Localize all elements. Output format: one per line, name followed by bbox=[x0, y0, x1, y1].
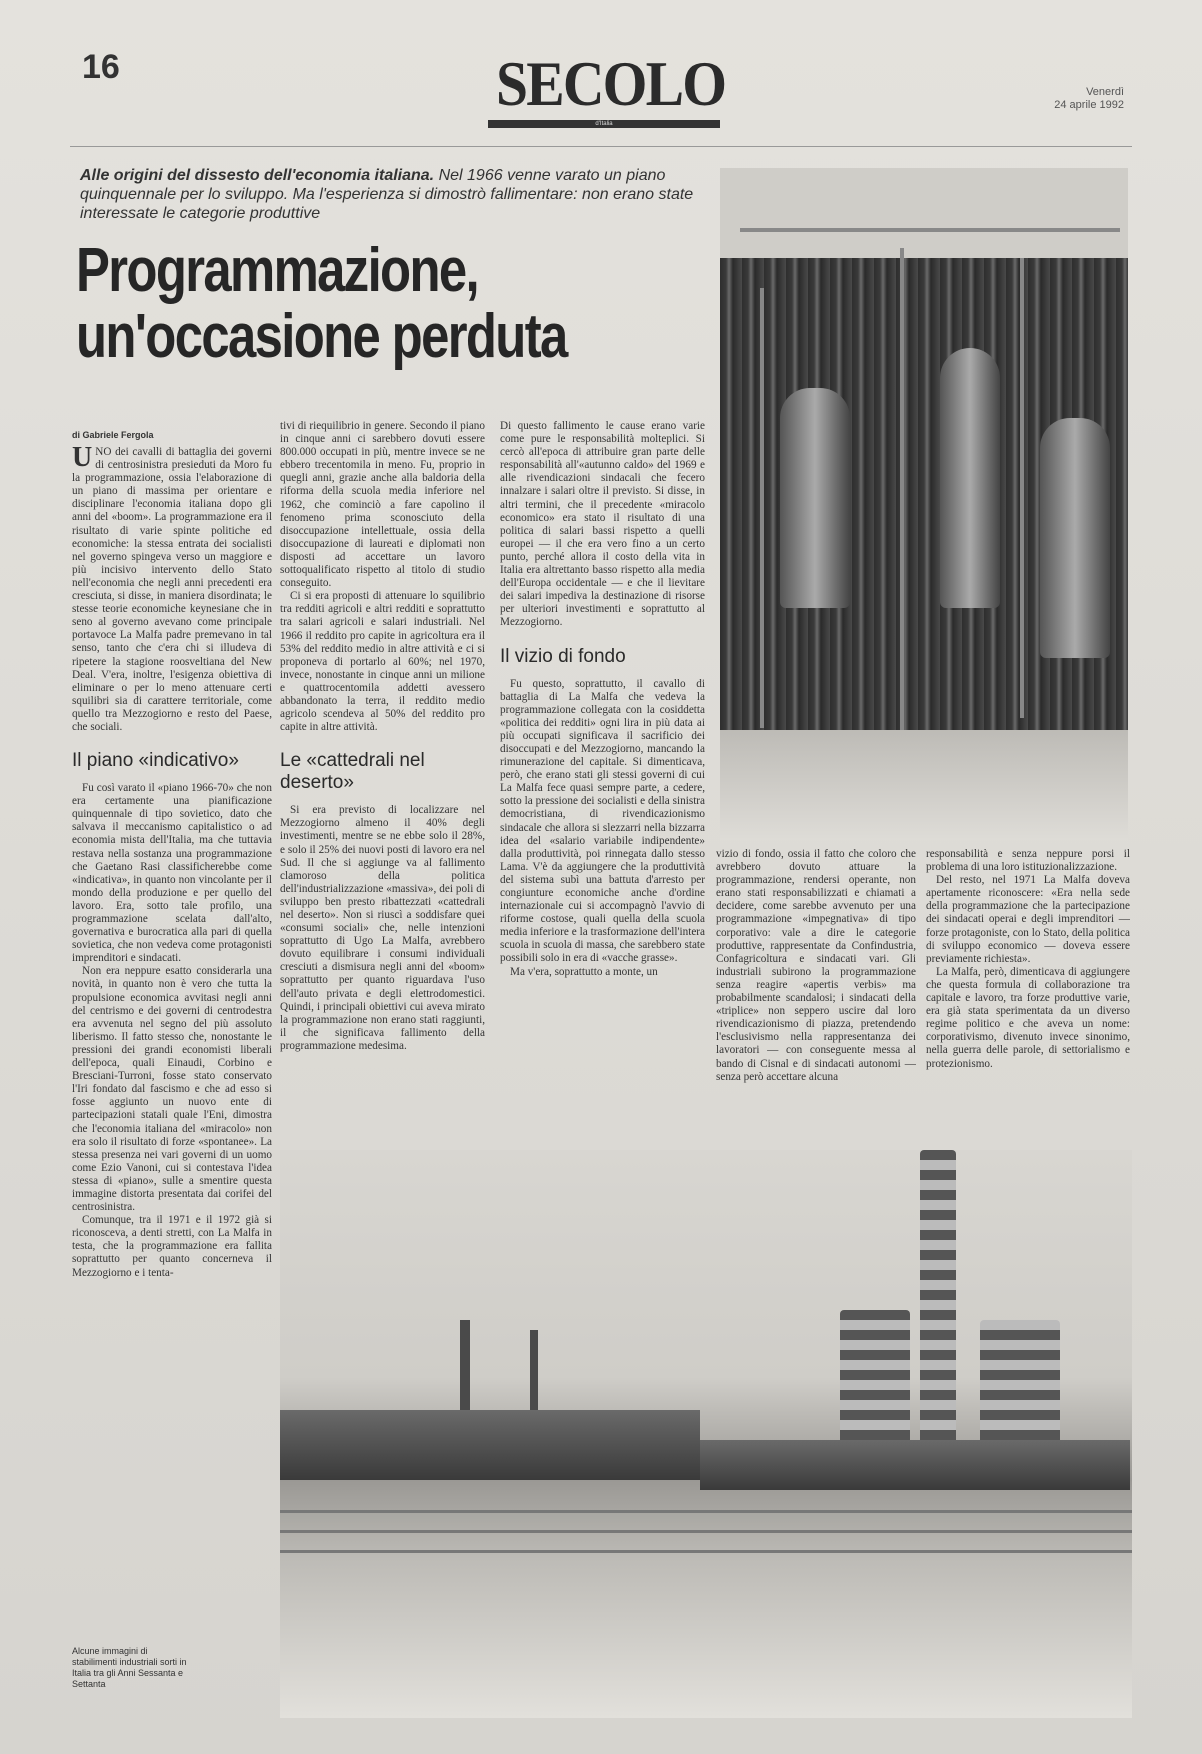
paragraph: Ci si era proposti di attenuare lo squilibrio tra redditi agricoli e altri redditi e soprattutto tra salari agricoli e salari industriali. Nel 1966 il reddito pro capite in agricoltura era il 53% del reddito medio in altre attività e ci si proponeva di portarlo al 60%; nel 1970, invece, nonostante in cinque anni un milione e quattrocentomila addetti avessero abbandonato la terra, il reddito medio agricolo scendeva al 50% del reddito pro capite in altre attività. bbox=[280, 590, 485, 734]
photo-caption: Alcune immagini di stabilimenti industriali sorti in Italia tra gli Anni Sessanta e Settanta bbox=[72, 1646, 187, 1689]
paragraph: NO dei cavalli di battaglia dei governi di centrosinistra presieduti da Moro fu la programmazione, ossia l'elaborazione di un piano di massima per orientare e disciplinare l'economia italiana dopo gli anni del «boom». La programmazione era il risultato di varie spinte politiche ed economiche: la stessa entrata dei socialisti nel governo spingeva verso un maggiore e più incisivo intervento dello Stato nell'economia che negli anni precedenti era cresciuta, si disse, in maniera disordinata; le stesse teorie economiche keynesiane che in seno al governo avevano come principale portavoce La Malfa padre premevano in tal senso, tanto che c'era chi si illudeva di ripetere la stagione roosveltiana del New Deal. V'era, inoltre, l'esigenza obiettiva di eliminare o per lo meno attenuare certi squilibri sia di carattere territoriale, come quello tra Mezzogiorno e resto del Paese, che sociali. bbox=[72, 446, 272, 733]
subhead-piano-indicativo: Il piano «indicativo» bbox=[72, 750, 239, 772]
kicker-bold: Alle origini del dissesto dell'economia italiana. bbox=[80, 167, 435, 184]
dropcap: U bbox=[72, 446, 93, 473]
tank bbox=[780, 388, 850, 608]
paragraph: Comunque, tra il 1971 e il 1972 già si riconosceva, a denti stretti, con La Malfa in testa, che la programmazione era fallita soprattutto per quanto concerneva il Mezzogiorno e i tenta- bbox=[72, 1214, 272, 1279]
photo-ceiling bbox=[720, 168, 1128, 258]
plant-building bbox=[280, 1410, 700, 1480]
paragraph: tivi di riequilibrio in genere. Secondo il piano in cinque anni ci sarebbero dovuti essere 800.000 occupati in più, mentre invece se ne ebbero trecentomila in meno. Fu, proprio in quegli anni, grazie anche alla baldoria della riforma della scuola media inferiore nel 1962, che cominciò a fare capolino il fenomeno prima sconosciuto della disoccupazione intellettuale, ossia della disoccupazione di laureati e diplomati non disposti ad accettare un lavoro sottoqualificato rispetto al titolo di studio conseguito. bbox=[280, 420, 485, 590]
issue-date bbox=[1054, 86, 1124, 112]
text-column-5 bbox=[926, 848, 1130, 1116]
text-column-1 bbox=[72, 446, 272, 1406]
paragraph: responsabilità e senza neppure porsi il problema di una loro istituzionalizzazione. bbox=[926, 848, 1130, 874]
pipe bbox=[760, 288, 764, 728]
article-headline bbox=[76, 238, 593, 370]
issue-full-date: 24 aprile 1992 bbox=[1054, 99, 1124, 111]
masthead-subtitle: d'Italia bbox=[488, 120, 720, 128]
text-column-3 bbox=[500, 420, 705, 1116]
byline: di Gabriele Fergola bbox=[72, 430, 154, 440]
page-number: 16 bbox=[82, 48, 120, 86]
pipe bbox=[900, 248, 904, 748]
article-kicker bbox=[80, 166, 700, 223]
paragraph: La Malfa, però, dimenticava di aggiungere che questa formula di collaborazione tra capitale e lavoro, tra forze produttive varie, era già stata sperimentata da un diverso regime politico e che aveva un nome: corporativismo, divenuto invece sinonimo, nella guerra delle parole, di settorialismo e protezionismo. bbox=[926, 965, 1130, 1070]
subhead-cattedrali: Le «cattedrali nel deserto» bbox=[280, 750, 425, 794]
photo-industrial-plant bbox=[280, 1150, 1132, 1718]
tank bbox=[1040, 418, 1110, 658]
plant-building bbox=[700, 1440, 1130, 1490]
pipe bbox=[1020, 258, 1024, 718]
text-column-4 bbox=[716, 848, 916, 1116]
paragraph: Del resto, nel 1971 La Malfa doveva apertamente riconoscere: «Era nella sede della programmazione che la partecipazione dei sindacati operai e degli imprenditori — forze protagoniste, con lo Stato, della politica di sviluppo economico — doveva essere previamente richiesta». bbox=[926, 874, 1130, 965]
paragraph: Si era previsto di localizzare nel Mezzogiorno almeno il 40% degli investimenti, mentre se ne ebbe solo il 28%, e solo il 25% dei nuovi posti di lavoro era nel Sud. Il che si aggiunge va al fallimento clamoroso della politica dell'industrializzazione «massiva», dei poli di sviluppo ben presto ribattezzati «cattedrali nel deserto». Non si riuscì a soddisfare quei «consumi sociali» che, nelle intenzioni soprattutto di Ugo La Malfa, avrebbero dovuto equilibrare i consumi individuali cresciuti a dismisura negli anni del «boom» soprattutto per quanto riguardava l'uso dell'auto privata e degli elettrodomestici. Quindi, i principali obiettivi cui aveva mirato la programmazione non erano stati raggiunti, il che significava fallimento della programmazione medesima. bbox=[280, 804, 485, 1052]
paragraph: Non era neppure esatto considerarla una novità, in quanto non è vero che tutta la propulsione economica avvitasi negli anni del centrismo e dei governi di centrodestra era avvenuta nel segno del più assoluto liberismo. Il fatto stesso che, nonostante le pressioni dei grandi economisti liberali dell'epoca, quali Einaudi, Corbino e Bresciani-Turroni, fosse stato conservato l'Iri fondato dal fascismo e che ad esso si fosse aggiunto un nuovo ente di partecipazioni statali quale l'Eni, dimostra che l'economia italiana del «miracolo» non era solo il risultato di forze «spontanee». La stessa presenza nei vari governi di un uomo come Ezio Vanoni, cui si contestava l'idea stessa di «piano», sulle a smentire questa immagine distorta presentata dai corifei del centrosinistra. bbox=[72, 965, 272, 1214]
pipe bbox=[740, 228, 1120, 232]
paragraph: Fu questo, soprattutto, il cavallo di battaglia di La Malfa che vedeva la programmazione collegata con la cosiddetta «politica dei redditi» ogni lira in più data ai più occupati significava il sacrificio dei disoccupati e del Mezzogiorno, mancando la rimunerazione del capitale. Si dimenticava, però, che erano stati gli stessi governi di cui La Malfa fece quasi sempre parte, a cedere, sotto la pressione dei socialisti e della sinistra democristiana, di rivendicazionismo sindacale che allora si slezzarri nella bizzarra idea del «salario variabile indipendente» dalla produttività, poi rinnegata dallo stesso Lama. V'è da aggiungere che la produttività del sistema subì una battuta d'arresto per congiunture economiche anche d'ordine internazionale cui si accompagnò l'avvio di riforme costose, quali quella della scuola media inferiore e la trasformazione dell'intera scuola in scuola di massa, che sarebbero state possibili solo in era di «vacche grasse». bbox=[500, 677, 705, 965]
top-rule bbox=[70, 146, 1132, 147]
headline-line-2: un'occasione perduta bbox=[76, 302, 567, 371]
paragraph: Di questo fallimento le cause erano varie come pure le responsabilità molteplici. Si cercò all'epoca di attribuire gran parte delle responsabilità all'«autunno caldo» del 1969 e alle rivendicazioni sindacali che fecero innalzare i salari oltre il previsto. Si disse, in altri termini, che il precedente «miracolo economico» era stato il risultato di una politica di salari bassi rispetto a quelli europei — il che era vero fino a un certo punto, perché allora il costo della vita in Italia era altrettanto basso rispetto alla media dell'Europa occidentale — e che il lievitare dei salari impediva la destinazione di risorse per ulteriori investimenti e soprattutto al Mezzogiorno. bbox=[500, 420, 705, 629]
paragraph: Ma v'era, soprattutto a monte, un bbox=[510, 965, 658, 978]
paragraph: vizio di fondo, ossia il fatto che coloro che avrebbero dovuto attuare la programmazione, rendersi operante, non erano stati responsabilizzati e chiamati a decidere, come sarebbe avvenuto per una programmazione «impegnativa» di tipo corporativo: vale a dire le categorie produttive, rappresentate da Confindustria, Confagricoltura e sindacati vari. Gli industriali subirono la programmazione senza reagire «apertis verbis» ma probabilmente scandalosi; i sindacati della «triplice» non seppero uscire dal loro rivendicazionismo di piazza, pretendendo l'esclusivismo nella rappresentanza dei lavoratori — con conseguente messa al bando di Cisnal e di sindacati autonomi — senza però accettare alcuna bbox=[716, 848, 916, 1083]
masthead: SECOLO bbox=[496, 48, 726, 119]
photo-chemical-plant bbox=[720, 168, 1128, 840]
rail-track bbox=[280, 1530, 1132, 1533]
photo-floor bbox=[720, 730, 1128, 840]
headline-line-1: Programmazione, bbox=[76, 236, 479, 305]
kicker-rest: Nel 1966 venne varato un piano quinquennale per lo sviluppo. Ma l'esperienza si dimostrò fallimentare: non erano state interessate le categorie produttive bbox=[80, 167, 694, 222]
subhead-vizio-di-fondo: Il vizio di fondo bbox=[500, 645, 626, 667]
paragraph: Fu così varato il «piano 1966-70» che non era certamente una pianificazione quinquennale di tipo sovietico, dato che salvava il meccanismo capitalistico o ad economia mista dell'Italia, ma che tuttavia restava nella sostanza una programmazione che Gaetano Rasi classificherebbe come «indicativa», in quanto non vincolante per il mondo della produzione e per quello del lavoro. Era, sotto tale profilo, una programmazione scelata dall'alto, governativa e burocratica alla pari di quella sovietica, che non vedeva come protagonisti imprenditori e sindacati. bbox=[72, 782, 272, 965]
text-column-2 bbox=[280, 420, 485, 1116]
cooling-tower bbox=[920, 1150, 956, 1490]
rail-track bbox=[280, 1550, 1132, 1553]
issue-day: Venerdì bbox=[1086, 86, 1124, 98]
tank bbox=[940, 348, 1000, 608]
rail-track bbox=[280, 1510, 1132, 1513]
